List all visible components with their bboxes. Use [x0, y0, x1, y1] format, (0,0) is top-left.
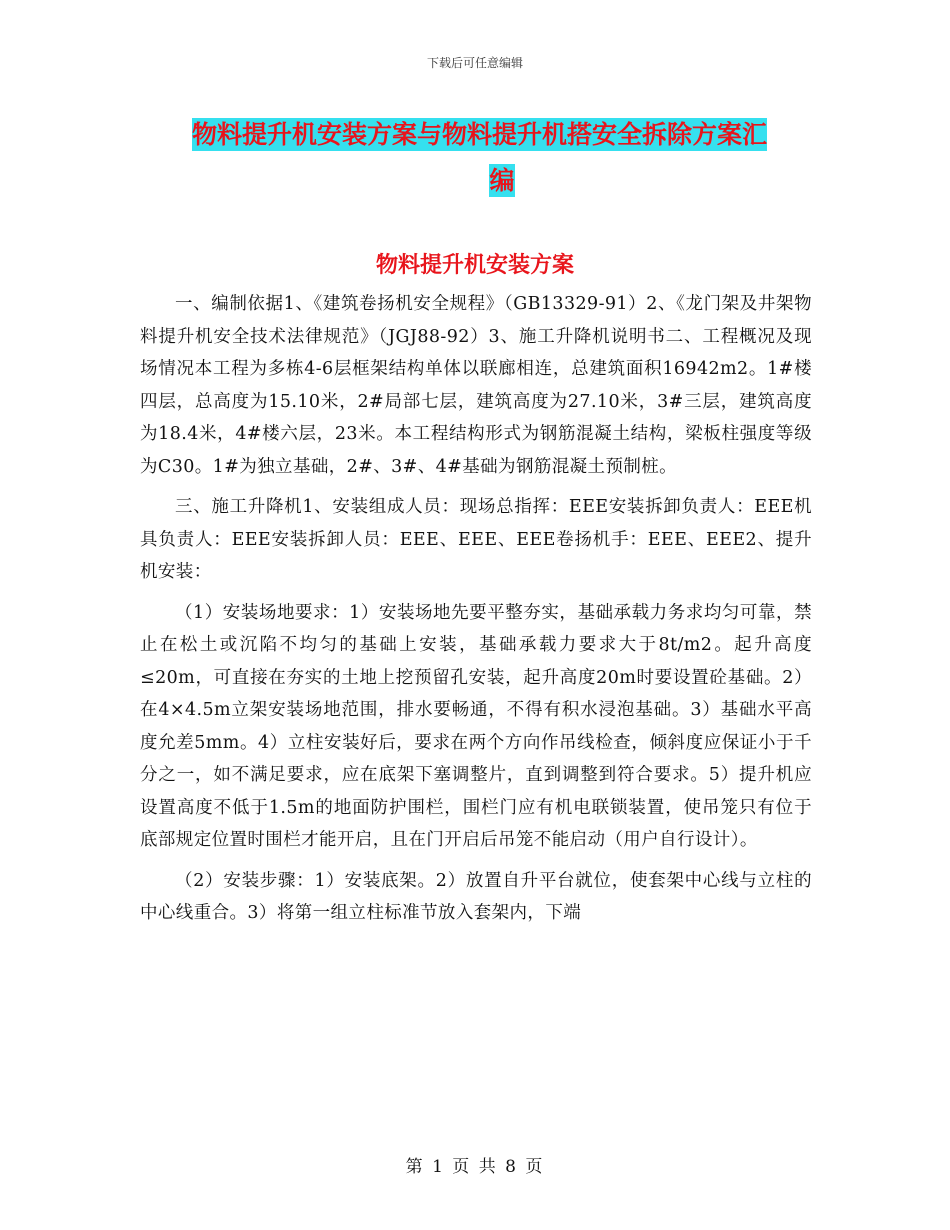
document-title-line1: 物料提升机安装方案与物料提升机搭安全拆除方案汇	[192, 120, 768, 149]
paragraph: 一、编制依据1、《建筑卷扬机安全规程》（GB13329-91）2、《龙门架及井架物料提升机安全技术法律规范》（JGJ88-92）3、施工升降机说明书二、工程概况及现场情况本工程为多栋4-6层框架结构单体以联廊相连，总建筑面积16942m2。1#楼四层，总高度为15.10米，2#局部七层，建筑高度为27.10米，3#三层，建筑高度为18.4米，4#楼六层，23米。本工程结构形式为钢筋混凝土结构，梁板柱强度等级为C30。1#为独立基础，2#、3#、4#基础为钢筋混凝土预制桩。	[140, 294, 812, 477]
paragraph: （1）安装场地要求：1）安装场地先要平整夯实，基础承载力务求均匀可靠，禁止在松土或沉陷不均匀的基础上安装，基础承载力要求大于8t/m2。起升高度≤20m，可直接在夯实的土地上挖预留孔安装，起升高度20m时要设置砼基础。2）在4×4.5m立架安装场地范围，排水要畅通，不得有积水浸泡基础。3）基础水平高度允差5mm。4）立柱安装好后，要求在两个方向作吊线检查，倾斜度应保证小于千分之一，如不满足要求，应在底架下塞调整片，直到调整到符合要求。5）提升机应设置高度不低于1.5m的地面防护围栏，围栏门应有机电联锁装置，使吊笼只有位于底部规定位置时围栏才能开启，且在门开启后吊笼不能启动（用户自行设计）。	[140, 602, 812, 850]
paragraph: （2）安装步骤：1）安装底架。2）放置自升平台就位，使套架中心线与立柱的中心线重合。3）将第一组立柱标准节放入套架内，下端	[140, 870, 812, 923]
section-title: 物料提升机安装方案	[375, 253, 574, 278]
document-title-line2: 编	[489, 166, 515, 195]
page-footer: 第 1 页 共 8 页	[405, 1157, 545, 1177]
document-title	[192, 112, 812, 204]
document-body	[140, 288, 812, 938]
paragraph: 三、施工升降机1、安装组成人员：现场总指挥：EEE安装拆卸负责人：EEE机具负责人：EEE安装拆卸人员：EEE、EEE、EEE卷扬机手：EEE、EEE2、提升机安装：	[140, 497, 812, 582]
page-header-note: 下载后可任意编辑	[426, 56, 523, 70]
